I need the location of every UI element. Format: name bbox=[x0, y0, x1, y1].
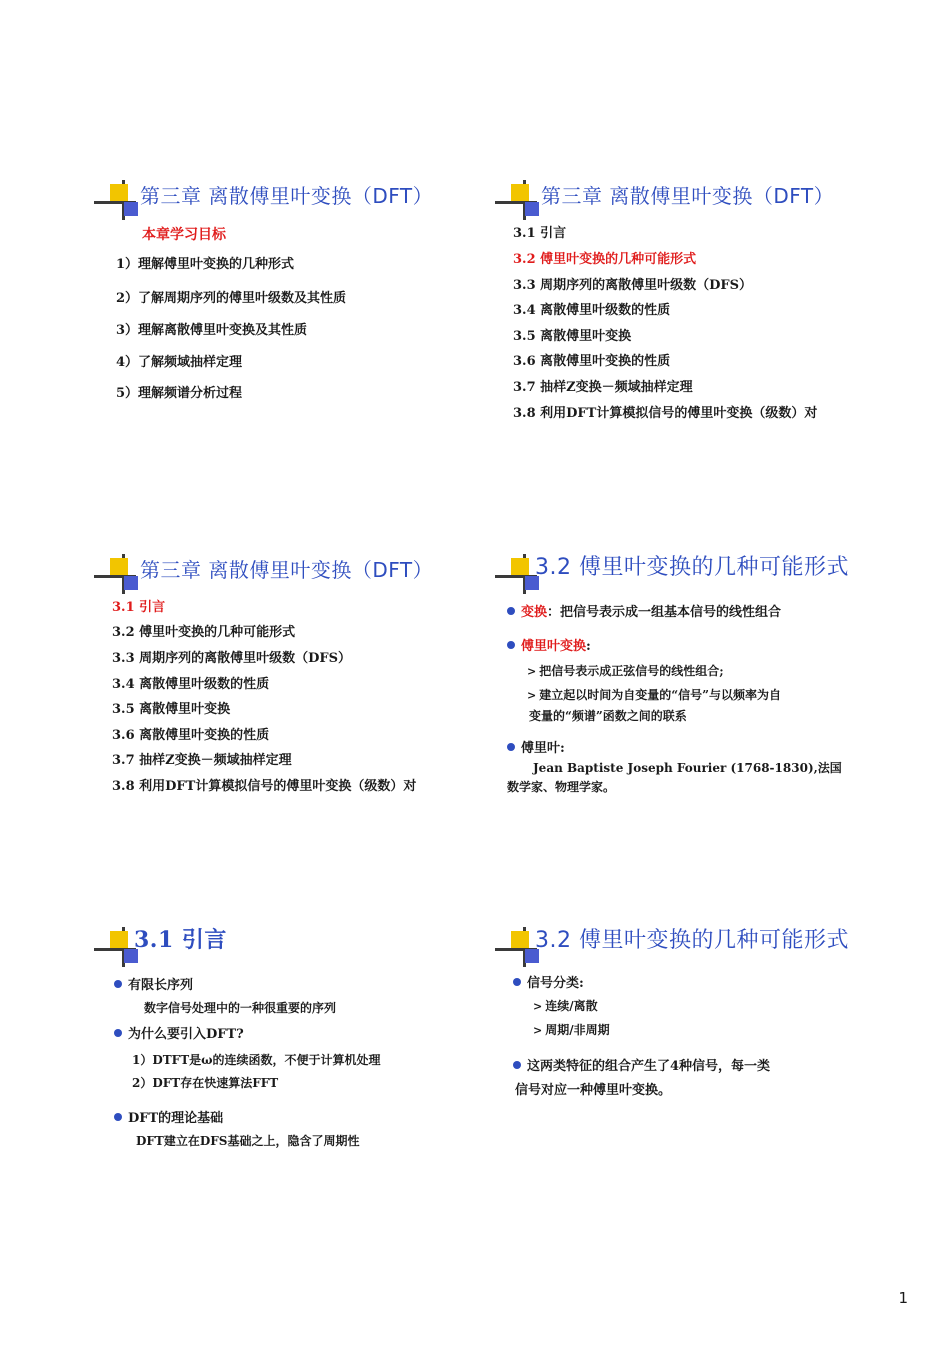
bullet-dot-icon bbox=[507, 607, 515, 615]
slide-2 bbox=[495, 180, 895, 500]
bullet-dot-icon bbox=[114, 980, 122, 988]
list-item: 3.7 抽样Z变换－频域抽样定理 bbox=[513, 380, 693, 395]
list-item: 5）理解频谱分析过程 bbox=[116, 386, 243, 401]
list-item-active: 3.1 引言 bbox=[112, 600, 166, 615]
list-item-active: 3.2 傅里叶变换的几种可能形式 bbox=[513, 252, 697, 267]
list-item: 3.7 抽样Z变换－频域抽样定理 bbox=[112, 753, 292, 768]
slide-title: 第三章 离散傅里叶变换（DFT） bbox=[140, 558, 434, 582]
sub-text: 1）DTFT是ω的连续函数，不便于计算机处理 bbox=[132, 1053, 381, 1067]
sub-item-continued: 变量的“频谱”函数之间的联系 bbox=[529, 709, 687, 723]
sub-text: 2）DFT存在快速算法FFT bbox=[132, 1076, 279, 1090]
list-item: 3.1 引言 bbox=[513, 226, 567, 241]
slide-6 bbox=[495, 927, 895, 1247]
page-number: 1 bbox=[898, 1289, 908, 1307]
list-item: 3）理解离散傅里叶变换及其性质 bbox=[116, 323, 308, 338]
sub-text: 数字信号处理中的一种很重要的序列 bbox=[144, 1001, 337, 1015]
sub-item: > 周期/非周期 bbox=[533, 1023, 610, 1037]
bullet-item: 变换：把信号表示成一组基本信号的线性组合 bbox=[507, 601, 781, 620]
bullet-item: 为什么要引入DFT? bbox=[114, 1023, 244, 1042]
arrow-icon: > bbox=[527, 665, 537, 678]
slide-title: 3.1 引言 bbox=[134, 927, 227, 953]
sub-item: > 建立起以时间为自变量的“信号”与以频率为自 bbox=[527, 688, 782, 702]
list-item: 1）理解傅里叶变换的几种形式 bbox=[116, 257, 295, 272]
list-item: 3.4 离散傅里叶级数的性质 bbox=[112, 677, 270, 692]
list-item: 3.3 周期序列的离散傅里叶级数（DFS） bbox=[112, 651, 352, 666]
list-item: 2）了解周期序列的傅里叶级数及其性质 bbox=[116, 291, 347, 306]
slide-title: 3.2 傅里叶变换的几种可能形式 bbox=[535, 928, 849, 953]
sub-item: > 连续/离散 bbox=[533, 999, 598, 1013]
slide-title: 第三章 离散傅里叶变换（DFT） bbox=[140, 184, 434, 208]
list-item: 3.3 周期序列的离散傅里叶级数（DFS） bbox=[513, 278, 753, 293]
bullet-dot-icon bbox=[507, 743, 515, 751]
list-item: 3.4 离散傅里叶级数的性质 bbox=[513, 303, 671, 318]
bullet-item: 有限长序列 bbox=[114, 974, 193, 993]
slide-3 bbox=[94, 554, 494, 874]
slide-title: 3.2 傅里叶变换的几种可能形式 bbox=[535, 555, 849, 580]
slide-4 bbox=[495, 554, 895, 874]
bullet-dot-icon bbox=[513, 978, 521, 986]
list-item: 3.8 利用DFT计算模拟信号的傅里叶变换（级数）对 bbox=[513, 406, 818, 421]
bullet-dot-icon bbox=[114, 1029, 122, 1037]
bullet-item: 这两类特征的组合产生了4种信号，每一类 bbox=[513, 1055, 770, 1074]
arrow-icon: > bbox=[533, 1000, 543, 1013]
bullet-dot-icon bbox=[513, 1061, 521, 1069]
bullet-item: 傅里叶变换: bbox=[507, 635, 591, 654]
list-item: 3.6 离散傅里叶变换的性质 bbox=[513, 354, 671, 369]
slide-1 bbox=[94, 180, 494, 500]
bullet-item: 信号分类: bbox=[513, 972, 584, 991]
list-item: 3.2 傅里叶变换的几种可能形式 bbox=[112, 625, 296, 640]
list-item: 4）了解频域抽样定理 bbox=[116, 355, 243, 370]
slide-subtitle: 本章学习目标 bbox=[142, 227, 226, 243]
bullet-item: 傅里叶: bbox=[507, 737, 565, 756]
slide-title: 第三章 离散傅里叶变换（DFT） bbox=[541, 184, 835, 208]
bullet-item: DFT的理论基础 bbox=[114, 1107, 223, 1126]
fourier-text: 数学家、物理学家。 bbox=[507, 780, 616, 794]
arrow-icon: > bbox=[533, 1024, 543, 1037]
fourier-text: Jean Baptiste Joseph Fourier (1768-1830),法国 bbox=[533, 761, 842, 775]
bullet-dot-icon bbox=[114, 1113, 122, 1121]
bullet-dot-icon bbox=[507, 641, 515, 649]
list-item: 3.8 利用DFT计算模拟信号的傅里叶变换（级数）对 bbox=[112, 779, 417, 794]
sub-text: DFT建立在DFS基础之上，隐含了周期性 bbox=[136, 1134, 360, 1148]
list-item: 3.5 离散傅里叶变换 bbox=[112, 702, 231, 717]
list-item: 3.5 离散傅里叶变换 bbox=[513, 329, 632, 344]
arrow-icon: > bbox=[527, 689, 537, 702]
sub-item: > 把信号表示成正弦信号的线性组合; bbox=[527, 664, 724, 678]
list-item: 3.6 离散傅里叶变换的性质 bbox=[112, 728, 270, 743]
bullet-item-continued: 信号对应一种傅里叶变换。 bbox=[515, 1083, 672, 1098]
slide-5 bbox=[94, 927, 494, 1247]
